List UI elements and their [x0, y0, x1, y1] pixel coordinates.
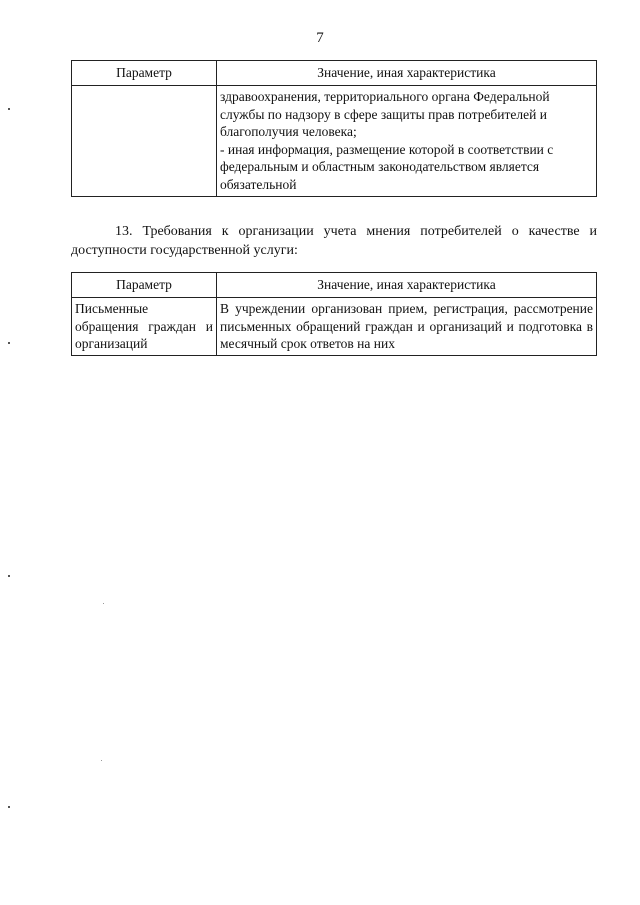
- row-parameter-cell: [72, 86, 217, 197]
- header-value: Значение, иная характеристика: [217, 273, 597, 298]
- value-line: благополучия человека;: [220, 124, 357, 139]
- value-line: здравоохранения, территориального органа Федеральной: [220, 89, 550, 104]
- table-header-row: [72, 273, 597, 298]
- scan-speck: [103, 603, 104, 604]
- header-parameter: Параметр: [72, 273, 217, 298]
- scan-speck: [101, 760, 102, 761]
- table-row: [72, 298, 597, 356]
- row-value-cell: В учреждении организован прием, регистрация, рассмотрение письменных обращений граждан и организаций и подготовка в месячный срок ответов на них: [217, 298, 597, 356]
- row-parameter-cell: Письменные обращения граждан и организаций: [72, 298, 217, 356]
- value-line: федеральным и областным законодательством является: [220, 159, 540, 174]
- value-line: службы по надзору в сфере защиты прав потребителей и: [220, 106, 547, 122]
- value-line: обязательной: [220, 176, 297, 192]
- row-value-cell: [217, 86, 597, 197]
- section-13-heading: 13. Требования к организации учета мнения потребителей о качестве и доступности государственной услуги:: [71, 224, 597, 258]
- value-line: - иная информация, размещение которой в соответствии с: [220, 141, 554, 157]
- header-parameter: Параметр: [72, 61, 217, 86]
- scan-mark: [8, 342, 10, 344]
- table-feedback: [71, 272, 597, 356]
- scan-mark: [8, 575, 10, 577]
- header-value: Значение, иная характеристика: [217, 61, 597, 86]
- scan-mark: [8, 806, 10, 808]
- page-number: 7: [316, 30, 324, 46]
- scan-mark: [8, 108, 10, 110]
- table-row: [72, 86, 597, 197]
- table-continuation: [71, 60, 597, 197]
- table-header-row: [72, 61, 597, 86]
